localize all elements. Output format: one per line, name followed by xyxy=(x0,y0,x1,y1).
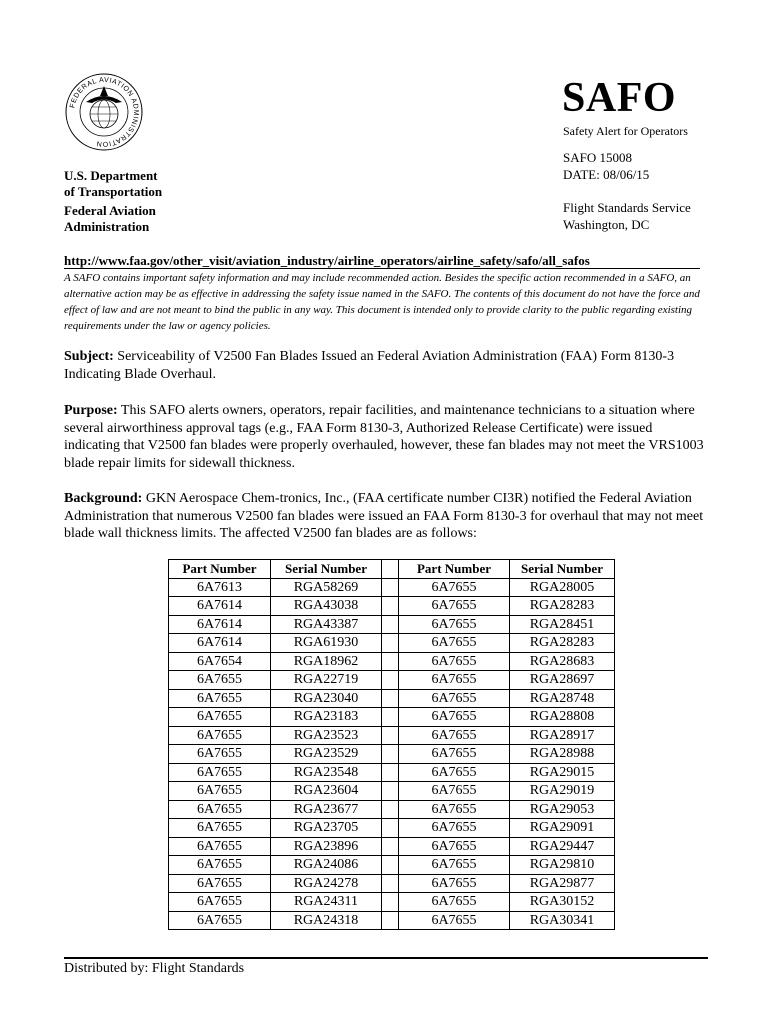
serial-number-cell: RGA61930 xyxy=(271,634,382,653)
table-gap-cell xyxy=(382,800,399,819)
table-row xyxy=(169,689,615,708)
table-gap-cell xyxy=(382,874,399,893)
part-number-cell: 6A7655 xyxy=(399,856,510,875)
safo-number: SAFO 15008 xyxy=(563,150,632,165)
table-gap-cell xyxy=(382,671,399,690)
serial-number-cell: RGA28283 xyxy=(510,597,615,616)
serial-number-cell: RGA29091 xyxy=(510,819,615,838)
subject-paragraph xyxy=(64,348,709,383)
part-number-cell: 6A7655 xyxy=(399,726,510,745)
seal-text: FEDERAL AVIATION ADMINISTRATION xyxy=(69,76,140,148)
part-number-cell: 6A7614 xyxy=(169,615,271,634)
part-number-cell: 6A7655 xyxy=(399,652,510,671)
table-row xyxy=(169,615,615,634)
part-number-cell: 6A7614 xyxy=(169,634,271,653)
serial-number-cell: RGA18962 xyxy=(271,652,382,671)
table-gap-cell xyxy=(382,578,399,597)
serial-number-cell: RGA29015 xyxy=(510,763,615,782)
serial-number-cell: RGA28988 xyxy=(510,745,615,764)
table-row xyxy=(169,652,615,671)
serial-number-cell: RGA23040 xyxy=(271,689,382,708)
serial-number-cell: RGA23183 xyxy=(271,708,382,727)
part-number-cell: 6A7655 xyxy=(399,837,510,856)
table-row xyxy=(169,819,615,838)
purpose-text: This SAFO alerts owners, operators, repair facilities, and maintenance technicians to a situation where several airworthiness approval tags (e.g., FAA Form 8130-3, Authorized Release Certificate) were issued indicating that V2500 fan blades were properly overhauled, however, these fan blades may not meet the VRS1003 blade repair limits for sidewall thickness. xyxy=(64,403,704,471)
table-gap-column xyxy=(382,560,399,579)
table-gap-cell xyxy=(382,726,399,745)
part-number-cell: 6A7655 xyxy=(169,671,271,690)
serial-number-cell: RGA30341 xyxy=(510,911,615,930)
part-number-cell: 6A7655 xyxy=(399,708,510,727)
header-serial-number-left: Serial Number xyxy=(271,560,382,579)
serial-number-cell: RGA29019 xyxy=(510,782,615,801)
part-number-cell: 6A7655 xyxy=(169,837,271,856)
serial-number-cell: RGA30152 xyxy=(510,893,615,912)
part-number-cell: 6A7655 xyxy=(169,745,271,764)
part-number-cell: 6A7655 xyxy=(169,874,271,893)
serial-number-cell: RGA58269 xyxy=(271,578,382,597)
table-body xyxy=(169,578,615,930)
serial-number-cell: RGA28451 xyxy=(510,615,615,634)
background-paragraph xyxy=(64,490,709,543)
serial-number-cell: RGA23529 xyxy=(271,745,382,764)
serial-number-cell: RGA28917 xyxy=(510,726,615,745)
table-row xyxy=(169,708,615,727)
table-gap-cell xyxy=(382,597,399,616)
disclaimer-text: A SAFO contains important safety information and may include recommended action. Besides the specific action recommended in a SAFO, an alternative action may be as effective in addressing the safety issue named in the SAFO. The contents of this document do not have the force and effect of law and are not meant to bind the public in any way. This document is intended only to provide clarity to the public regarding existing requirements under the law or agency policies. xyxy=(64,272,700,332)
serial-number-cell: RGA28283 xyxy=(510,634,615,653)
safo-date: DATE: 08/06/15 xyxy=(563,167,650,182)
agency-line-1: Federal Aviation xyxy=(64,203,156,218)
purpose-label: Purpose: xyxy=(64,403,118,418)
table-row xyxy=(169,874,615,893)
table-gap-cell xyxy=(382,856,399,875)
table-row xyxy=(169,634,615,653)
agency-line-2: Administration xyxy=(64,219,150,234)
serial-number-cell: RGA28808 xyxy=(510,708,615,727)
part-number-cell: 6A7655 xyxy=(399,615,510,634)
department-name xyxy=(64,168,264,200)
table-gap-cell xyxy=(382,837,399,856)
safo-url-link[interactable]: http://www.faa.gov/other_visit/aviation_industry/airline_operators/airline_safety/safo/all_safos xyxy=(64,253,590,268)
background-label: Background: xyxy=(64,491,143,506)
table-gap-cell xyxy=(382,763,399,782)
table-row xyxy=(169,745,615,764)
part-number-cell: 6A7655 xyxy=(169,911,271,930)
footer-divider xyxy=(64,957,708,959)
serial-number-cell: RGA23896 xyxy=(271,837,382,856)
table-row xyxy=(169,856,615,875)
table-row xyxy=(169,782,615,801)
table-row xyxy=(169,837,615,856)
serial-number-cell: RGA28005 xyxy=(510,578,615,597)
part-number-cell: 6A7655 xyxy=(169,763,271,782)
part-number-cell: 6A7655 xyxy=(169,708,271,727)
part-number-cell: 6A7655 xyxy=(399,800,510,819)
purpose-paragraph xyxy=(64,402,709,472)
part-number-cell: 6A7655 xyxy=(399,745,510,764)
table-gap-cell xyxy=(382,893,399,912)
serial-number-cell: RGA23548 xyxy=(271,763,382,782)
table-gap-cell xyxy=(382,911,399,930)
header-divider xyxy=(64,268,700,269)
affected-fan-blades-table xyxy=(168,559,615,930)
part-number-cell: 6A7655 xyxy=(169,856,271,875)
part-number-cell: 6A7655 xyxy=(169,819,271,838)
service-name: Flight Standards Service xyxy=(563,200,691,215)
serial-number-cell: RGA24278 xyxy=(271,874,382,893)
serial-number-cell: RGA23677 xyxy=(271,800,382,819)
table-gap-cell xyxy=(382,708,399,727)
part-number-cell: 6A7655 xyxy=(399,634,510,653)
background-text: GKN Aerospace Chem-tronics, Inc., (FAA certificate number CI3R) notified the Federal Aviation Administration that numerous V2500 fan blades were issued an FAA Form 8130-3 for overhaul that may not meet blade wall thickness limits. The affected V2500 fan blades are as follows: xyxy=(64,491,704,541)
table-row xyxy=(169,726,615,745)
part-number-cell: 6A7655 xyxy=(399,893,510,912)
part-number-cell: 6A7655 xyxy=(399,689,510,708)
part-number-cell: 6A7655 xyxy=(399,911,510,930)
serial-number-cell: RGA28683 xyxy=(510,652,615,671)
part-number-cell: 6A7655 xyxy=(169,800,271,819)
serial-number-cell: RGA23604 xyxy=(271,782,382,801)
service-location: Washington, DC xyxy=(563,217,650,232)
department-line-1: U.S. Department xyxy=(64,168,158,183)
part-number-cell: 6A7655 xyxy=(169,689,271,708)
part-number-cell: 6A7655 xyxy=(399,597,510,616)
part-number-cell: 6A7655 xyxy=(399,782,510,801)
table-gap-cell xyxy=(382,819,399,838)
serial-number-cell: RGA43038 xyxy=(271,597,382,616)
serial-number-cell: RGA29447 xyxy=(510,837,615,856)
table-gap-cell xyxy=(382,615,399,634)
table-header-row xyxy=(169,560,615,579)
table-row xyxy=(169,597,615,616)
part-number-cell: 6A7655 xyxy=(169,893,271,912)
part-number-cell: 6A7613 xyxy=(169,578,271,597)
serial-number-cell: RGA29877 xyxy=(510,874,615,893)
header-part-number-left: Part Number xyxy=(169,560,271,579)
serial-number-cell: RGA24311 xyxy=(271,893,382,912)
faa-seal-logo xyxy=(64,72,144,152)
table-gap-cell xyxy=(382,634,399,653)
table-gap-cell xyxy=(382,782,399,801)
serial-number-cell: RGA28748 xyxy=(510,689,615,708)
table-gap-cell xyxy=(382,652,399,671)
subject-text: Serviceability of V2500 Fan Blades Issued an Federal Aviation Administration (FAA) Form 8130-3 Indicating Blade Overhaul. xyxy=(64,349,675,382)
table-row xyxy=(169,763,615,782)
table-row xyxy=(169,671,615,690)
serial-number-cell: RGA22719 xyxy=(271,671,382,690)
table-row xyxy=(169,911,615,930)
safo-subtitle: Safety Alert for Operators xyxy=(563,124,688,138)
table-gap-cell xyxy=(382,689,399,708)
serial-number-cell: RGA23705 xyxy=(271,819,382,838)
subject-label: Subject: xyxy=(64,349,114,364)
serial-number-cell: RGA24086 xyxy=(271,856,382,875)
serial-number-cell: RGA28697 xyxy=(510,671,615,690)
table-gap-cell xyxy=(382,745,399,764)
safo-title: SAFO xyxy=(562,75,677,121)
part-number-cell: 6A7655 xyxy=(399,874,510,893)
agency-name xyxy=(64,203,264,235)
serial-number-cell: RGA43387 xyxy=(271,615,382,634)
part-number-cell: 6A7655 xyxy=(399,819,510,838)
header-part-number-right: Part Number xyxy=(399,560,510,579)
header-serial-number-right: Serial Number xyxy=(510,560,615,579)
part-number-cell: 6A7655 xyxy=(169,726,271,745)
part-number-cell: 6A7655 xyxy=(399,671,510,690)
part-number-cell: 6A7655 xyxy=(399,578,510,597)
distributed-by: Distributed by: Flight Standards xyxy=(64,961,245,976)
part-number-cell: 6A7614 xyxy=(169,597,271,616)
part-number-cell: 6A7655 xyxy=(399,763,510,782)
serial-number-cell: RGA23523 xyxy=(271,726,382,745)
table-row xyxy=(169,578,615,597)
serial-number-cell: RGA24318 xyxy=(271,911,382,930)
part-number-cell: 6A7655 xyxy=(169,782,271,801)
serial-number-cell: RGA29810 xyxy=(510,856,615,875)
department-line-2: of Transportation xyxy=(64,184,163,199)
serial-number-cell: RGA29053 xyxy=(510,800,615,819)
table-row xyxy=(169,893,615,912)
part-number-cell: 6A7654 xyxy=(169,652,271,671)
table-row xyxy=(169,800,615,819)
